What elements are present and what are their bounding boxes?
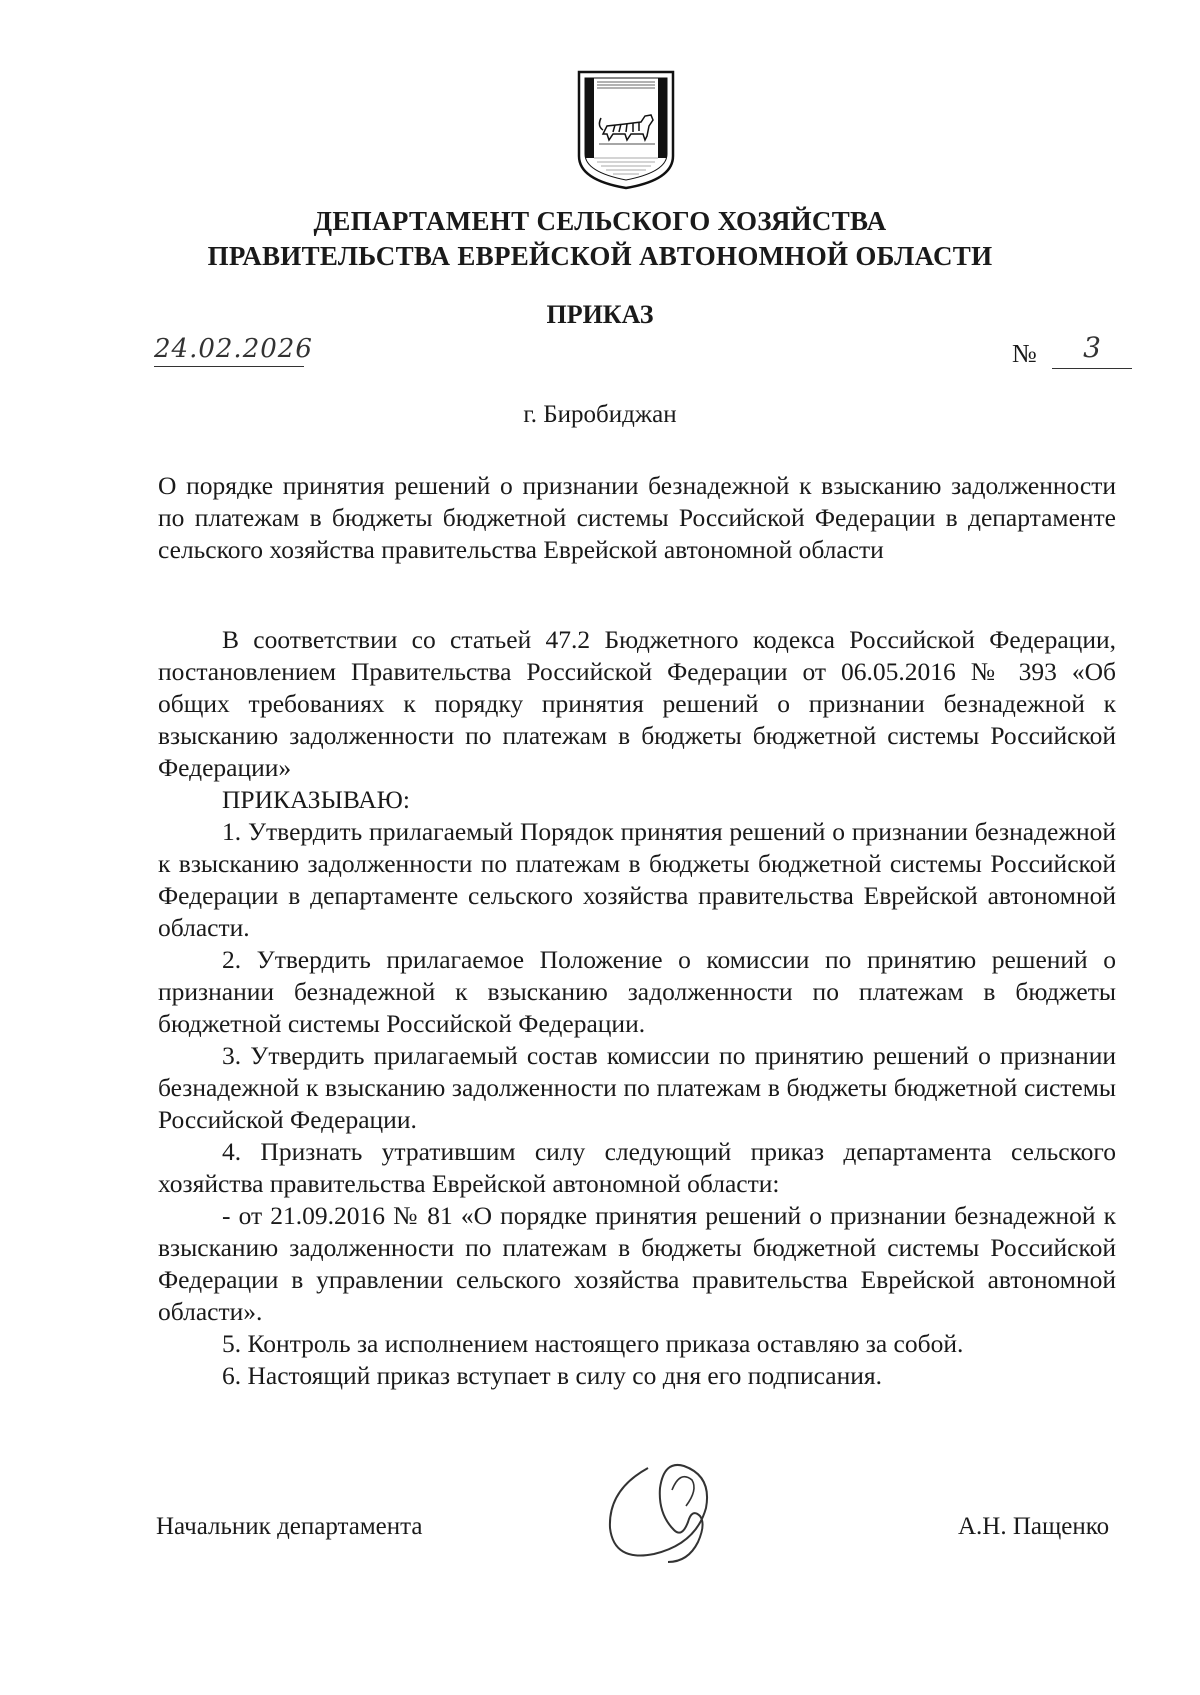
list-item: - от 21.09.2016 № 81 «О порядке принятия решений о признании безнадежной к взысканию задолженности по платежам в бюджеты бюджетной системы Российской Федерации в управлении сельского хозяйства правительства Еврейской автономной области».: [158, 1201, 1116, 1326]
coat-of-arms-icon: [573, 68, 679, 192]
signatory-position: Начальник департамента: [156, 1513, 423, 1540]
number-underline: [1052, 368, 1132, 369]
list-item: 3. Утвердить прилагаемый состав комиссии по принятию решений о признании безнадежной к взысканию задолженности по платежам в бюджеты бюджетной системы Российской Федерации.: [158, 1041, 1116, 1134]
document-type: ПРИКАЗ: [546, 300, 654, 329]
list-item: 6. Настоящий приказ вступает в силу со дня его подписания.: [222, 1361, 882, 1390]
signatory-name: А.Н. Пащенко: [958, 1513, 1110, 1540]
list-item: 1. Утвердить прилагаемый Порядок принятия решений о признании безнадежной к взысканию задолженности по платежам в бюджеты бюджетной системы Российской Федерации в департаменте сельского хозяйства правительства Еврейской автономной области.: [158, 817, 1116, 942]
order-subject: О порядке принятия решений о признании безнадежной к взысканию задолженности по платежам в бюджеты бюджетной системы Российской Федерации в департаменте сельского хозяйства правительства Еврейской автономной области: [158, 471, 1116, 564]
city-line: г. Биробиджан: [523, 401, 677, 428]
list-item: 2. Утвердить прилагаемое Положение о комиссии по принятию решений о признании безнадежной к взысканию задолженности по платежам в бюджеты бюджетной системы Российской Федерации.: [158, 945, 1116, 1038]
order-word: ПРИКАЗЫВАЮ:: [222, 785, 410, 814]
department-title-line-2: ПРАВИТЕЛЬСТВА ЕВРЕЙСКОЙ АВТОНОМНОЙ ОБЛАСТИ: [207, 241, 993, 271]
order-body: [158, 624, 1116, 1392]
department-title-line-1: ДЕПАРТАМЕНТ СЕЛЬСКОГО ХОЗЯЙСТВА: [313, 206, 887, 236]
preamble-paragraph: В соответствии со статьей 47.2 Бюджетного кодекса Российской Федерации, постановлением Правительства Российской Федерации от 06.05.2016 № 393 «Об общих требованиях к порядку принятия решений о признании безнадежной к взысканию задолженности по платежам в бюджеты бюджетной системы Российской Федерации»: [158, 625, 1116, 782]
list-item: 4. Признать утратившим силу следующий приказ департамента сельского хозяйства правительства Еврейской автономной области:: [158, 1137, 1116, 1198]
list-item: 5. Контроль за исполнением настоящего приказа оставляю за собой.: [222, 1329, 964, 1358]
order-number-label: №: [1012, 339, 1037, 368]
order-date: 24.02.2026: [154, 334, 313, 364]
date-underline: [154, 366, 304, 367]
handwritten-signature-icon: [588, 1450, 748, 1570]
order-number: 3: [1083, 331, 1101, 364]
